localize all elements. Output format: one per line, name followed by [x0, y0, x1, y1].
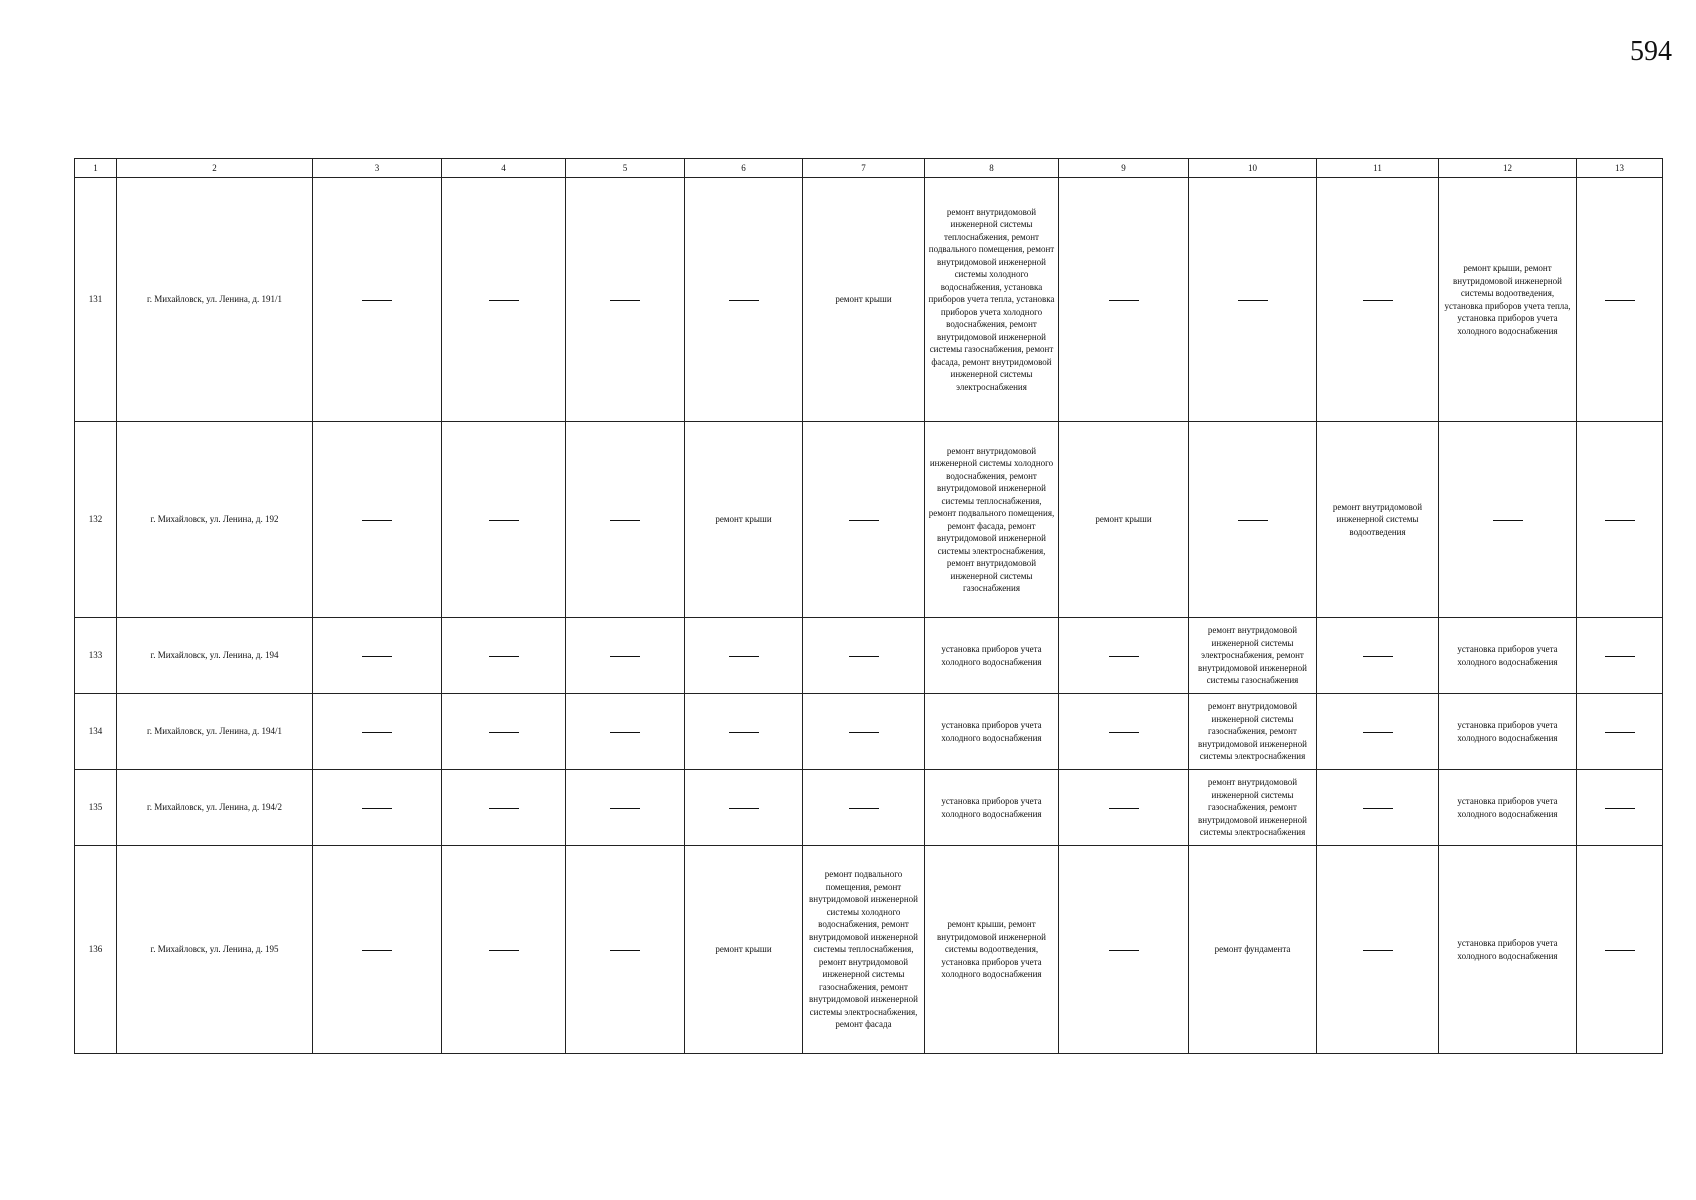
- empty-dash-cell: [685, 178, 803, 422]
- table-row: [75, 178, 1663, 422]
- dash-mark: [1109, 732, 1139, 733]
- dash-mark: [1238, 520, 1268, 521]
- column-number: 4: [442, 159, 566, 178]
- table-row: [75, 770, 1663, 846]
- address-cell: г. Михайловск, ул. Ленина, д. 194/2: [117, 770, 313, 846]
- dash-mark: [1238, 300, 1268, 301]
- column-number: 3: [313, 159, 442, 178]
- page-number: 594: [1630, 36, 1672, 67]
- empty-dash-cell: [566, 422, 685, 618]
- dash-mark: [1363, 950, 1393, 951]
- empty-dash-cell: [1577, 422, 1663, 618]
- empty-dash-cell: [803, 770, 925, 846]
- dash-mark: [489, 732, 519, 733]
- column-number: 11: [1317, 159, 1439, 178]
- work-type-cell: ремонт крыши: [1059, 422, 1189, 618]
- dash-mark: [1109, 950, 1139, 951]
- empty-dash-cell: [1577, 178, 1663, 422]
- dash-mark: [610, 656, 640, 657]
- empty-dash-cell: [1059, 694, 1189, 770]
- repair-schedule-table: [74, 158, 1663, 1054]
- dash-mark: [1605, 950, 1635, 951]
- dash-mark: [610, 300, 640, 301]
- empty-dash-cell: [566, 694, 685, 770]
- empty-dash-cell: [1317, 846, 1439, 1054]
- work-type-cell: ремонт крыши, ремонт внутридомовой инженерной системы водоотведения, установка приборов учета тепла, установка приборов учета холодного водоснабжения: [1439, 178, 1577, 422]
- table-row: [75, 422, 1663, 618]
- empty-dash-cell: [803, 422, 925, 618]
- dash-mark: [1605, 808, 1635, 809]
- row-number: 131: [75, 178, 117, 422]
- dash-mark: [610, 950, 640, 951]
- dash-mark: [1363, 808, 1393, 809]
- row-number: 134: [75, 694, 117, 770]
- empty-dash-cell: [1059, 770, 1189, 846]
- empty-dash-cell: [1577, 694, 1663, 770]
- work-type-cell: ремонт внутридомовой инженерной системы электроснабжения, ремонт внутридомовой инженерной системы газоснабжения: [1189, 618, 1317, 694]
- empty-dash-cell: [1577, 770, 1663, 846]
- work-type-cell: установка приборов учета холодного водоснабжения: [1439, 846, 1577, 1054]
- dash-mark: [1363, 300, 1393, 301]
- dash-mark: [1493, 520, 1523, 521]
- work-type-cell: установка приборов учета холодного водоснабжения: [1439, 618, 1577, 694]
- work-type-cell: ремонт внутридомовой инженерной системы газоснабжения, ремонт внутридомовой инженерной системы электроснабжения: [1189, 770, 1317, 846]
- dash-mark: [489, 950, 519, 951]
- empty-dash-cell: [442, 846, 566, 1054]
- work-type-cell: установка приборов учета холодного водоснабжения: [925, 618, 1059, 694]
- dash-mark: [1605, 656, 1635, 657]
- empty-dash-cell: [685, 694, 803, 770]
- dash-mark: [489, 808, 519, 809]
- row-number: 135: [75, 770, 117, 846]
- dash-mark: [610, 520, 640, 521]
- column-number: 10: [1189, 159, 1317, 178]
- column-number: 12: [1439, 159, 1577, 178]
- work-type-cell: ремонт крыши: [685, 846, 803, 1054]
- table-row: [75, 846, 1663, 1054]
- empty-dash-cell: [566, 178, 685, 422]
- dash-mark: [1109, 656, 1139, 657]
- dash-mark: [362, 300, 392, 301]
- dash-mark: [729, 300, 759, 301]
- empty-dash-cell: [313, 422, 442, 618]
- work-type-cell: ремонт крыши, ремонт внутридомовой инженерной системы водоотведения, установка приборов учета холодного водоснабжения: [925, 846, 1059, 1054]
- dash-mark: [489, 656, 519, 657]
- empty-dash-cell: [1059, 846, 1189, 1054]
- empty-dash-cell: [442, 178, 566, 422]
- empty-dash-cell: [1439, 422, 1577, 618]
- table-row: [75, 618, 1663, 694]
- address-cell: г. Михайловск, ул. Ленина, д. 194: [117, 618, 313, 694]
- dash-mark: [849, 520, 879, 521]
- work-type-cell: установка приборов учета холодного водоснабжения: [1439, 694, 1577, 770]
- dash-mark: [1605, 732, 1635, 733]
- row-number: 136: [75, 846, 117, 1054]
- dash-mark: [849, 732, 879, 733]
- work-type-cell: ремонт внутридомовой инженерной системы холодного водоснабжения, ремонт внутридомовой инженерной системы теплоснабжения, ремонт подвального помещения, ремонт фасада, ремонт внутридомовой инженерной системы электроснабжения, ремонт внутридомовой инженерной системы газоснабжения: [925, 422, 1059, 618]
- empty-dash-cell: [1577, 846, 1663, 1054]
- address-cell: г. Михайловск, ул. Ленина, д. 192: [117, 422, 313, 618]
- empty-dash-cell: [313, 694, 442, 770]
- column-number-row: [75, 159, 1663, 178]
- dash-mark: [610, 808, 640, 809]
- work-type-cell: ремонт внутридомовой инженерной системы водоотведения: [1317, 422, 1439, 618]
- dash-mark: [1363, 656, 1393, 657]
- empty-dash-cell: [685, 770, 803, 846]
- dash-mark: [729, 808, 759, 809]
- empty-dash-cell: [442, 694, 566, 770]
- empty-dash-cell: [803, 618, 925, 694]
- empty-dash-cell: [685, 618, 803, 694]
- empty-dash-cell: [566, 770, 685, 846]
- dash-mark: [1109, 808, 1139, 809]
- dash-mark: [362, 732, 392, 733]
- work-type-cell: установка приборов учета холодного водоснабжения: [925, 770, 1059, 846]
- dash-mark: [362, 656, 392, 657]
- dash-mark: [1109, 300, 1139, 301]
- dash-mark: [1363, 732, 1393, 733]
- column-number: 5: [566, 159, 685, 178]
- column-number: 6: [685, 159, 803, 178]
- column-number: 1: [75, 159, 117, 178]
- dash-mark: [362, 808, 392, 809]
- work-type-cell: ремонт подвального помещения, ремонт внутридомовой инженерной системы холодного водоснабжения, ремонт внутридомовой инженерной системы теплоснабжения, ремонт внутридомовой инженерной системы газоснабжения, ремонт внутридомовой инженерной системы электроснабжения, ремонт фасада: [803, 846, 925, 1054]
- empty-dash-cell: [1189, 178, 1317, 422]
- work-type-cell: ремонт внутридомовой инженерной системы теплоснабжения, ремонт подвального помещения, ремонт внутридомовой инженерной системы холодного водоснабжения, установка приборов учета тепла, установка приборов учета холодного водоснабжения, ремонт внутридомовой инженерной системы газоснабжения, ремонт фасада, ремонт внутридомовой инженерной системы электроснабжения: [925, 178, 1059, 422]
- address-cell: г. Михайловск, ул. Ленина, д. 194/1: [117, 694, 313, 770]
- work-type-cell: ремонт крыши: [803, 178, 925, 422]
- dash-mark: [362, 950, 392, 951]
- empty-dash-cell: [313, 618, 442, 694]
- dash-mark: [849, 808, 879, 809]
- work-type-cell: ремонт крыши: [685, 422, 803, 618]
- empty-dash-cell: [1317, 694, 1439, 770]
- dash-mark: [362, 520, 392, 521]
- column-number: 9: [1059, 159, 1189, 178]
- work-type-cell: ремонт фундамента: [1189, 846, 1317, 1054]
- dash-mark: [1605, 300, 1635, 301]
- empty-dash-cell: [566, 846, 685, 1054]
- empty-dash-cell: [313, 178, 442, 422]
- empty-dash-cell: [313, 846, 442, 1054]
- empty-dash-cell: [803, 694, 925, 770]
- empty-dash-cell: [1317, 618, 1439, 694]
- empty-dash-cell: [1317, 178, 1439, 422]
- column-number: 13: [1577, 159, 1663, 178]
- dash-mark: [729, 656, 759, 657]
- empty-dash-cell: [1317, 770, 1439, 846]
- empty-dash-cell: [442, 770, 566, 846]
- column-number: 7: [803, 159, 925, 178]
- address-cell: г. Михайловск, ул. Ленина, д. 195: [117, 846, 313, 1054]
- empty-dash-cell: [1577, 618, 1663, 694]
- row-number: 133: [75, 618, 117, 694]
- work-type-cell: установка приборов учета холодного водоснабжения: [925, 694, 1059, 770]
- address-cell: г. Михайловск, ул. Ленина, д. 191/1: [117, 178, 313, 422]
- dash-mark: [849, 656, 879, 657]
- column-number: 2: [117, 159, 313, 178]
- table-row: [75, 694, 1663, 770]
- empty-dash-cell: [442, 618, 566, 694]
- empty-dash-cell: [1059, 618, 1189, 694]
- dash-mark: [610, 732, 640, 733]
- empty-dash-cell: [566, 618, 685, 694]
- empty-dash-cell: [313, 770, 442, 846]
- row-number: 132: [75, 422, 117, 618]
- empty-dash-cell: [1189, 422, 1317, 618]
- dash-mark: [489, 520, 519, 521]
- empty-dash-cell: [442, 422, 566, 618]
- work-type-cell: установка приборов учета холодного водоснабжения: [1439, 770, 1577, 846]
- dash-mark: [1605, 520, 1635, 521]
- empty-dash-cell: [1059, 178, 1189, 422]
- work-type-cell: ремонт внутридомовой инженерной системы газоснабжения, ремонт внутридомовой инженерной системы электроснабжения: [1189, 694, 1317, 770]
- dash-mark: [729, 732, 759, 733]
- dash-mark: [489, 300, 519, 301]
- column-number: 8: [925, 159, 1059, 178]
